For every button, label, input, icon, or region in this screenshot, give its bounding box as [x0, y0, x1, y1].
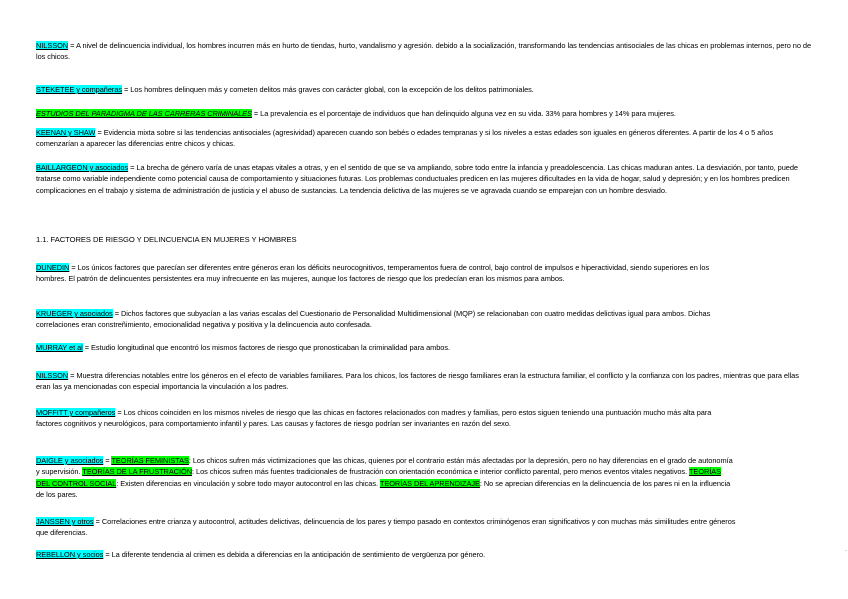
paragraph-text: = Evidencia mixta sobre si las tendencias antisociales (agresividad) aparecen cuando son bebés o edades tempranas y si los niveles a estas edades son iguales en géneros diferentes. A partir de los 4 o 5 años comenzarían a aparecer las diferencias entre chicos y chicas. [36, 128, 774, 149]
theory-label: TEORÍAS FEMINISTAS [111, 456, 189, 465]
paragraph-daigle [36, 455, 736, 501]
author-label: MURRAY et al [36, 343, 83, 352]
paragraph-text: = La diferente tendencia al crimen es debida a diferencias en la anticipación de sentimiento de vergüenza por género. [103, 550, 486, 559]
paragraph-text: = Muestra diferencias notables entre los géneros en el efecto de variables familiares. Para los chicos, los factores de riesgo familiares eran la estructura familiar, el conflicto y la confianza con los padres, mientras que para ellas eran las ya mencionadas con especial importancia la vinculación a los padres. [36, 371, 799, 392]
page-edge-mark: ` [845, 551, 847, 557]
paragraph-keenan-shaw [36, 127, 814, 150]
paragraph-carreras-criminales [36, 108, 814, 119]
paragraph-murray [36, 342, 814, 353]
paragraph-baillargeon [36, 162, 814, 196]
paragraph-rebellon [36, 549, 814, 560]
paragraph-janssen [36, 516, 736, 539]
paragraph-text: : Los chicos sufren más victimizaciones que las chicas, quienes por el contrario están más afectadas por la depresión, pero no hay diferencias en el grado de autonomía y supervisión. [36, 456, 733, 477]
paragraph-text: = La brecha de género varía de unas etapas vitales a otras, y en el sentido de que se va ampliando, sobre todo entre la infancia y preadolescencia. Las chicas maduran antes. La desviación, por tanto, puede tratarse como variable independiente como potencial causa de comportamiento y situaciones futuras. Los problemas conductuales predicen en las mujeres dificultades en la vida de hogar, salud y depresión; y en los hombres predicen complicaciones en el trabajo y sistema de administración de justicia y el abuso de sustancias. La tendencia delictiva de las mujeres se ve agravada cuando se emparejan con un hombre desviado. [36, 163, 798, 195]
author-label: BAILLARGEON y asociados [36, 163, 129, 172]
theory-label: TEORÍAS DEL APRENDIZAJE [379, 478, 480, 488]
theory-label: TEORÍAS DE LA FRUSTRACIÓN [82, 467, 192, 477]
author-label: KEENAN y SHAW [36, 128, 96, 137]
author-label: DAIGLE y asociados [36, 456, 104, 465]
paragraph-text: : Existen diferencias en vinculación y sobre todo mayor autocontrol en las chicas. [116, 478, 380, 488]
author-label: DUNEDIN [36, 263, 70, 272]
paragraph-krueger [36, 308, 716, 331]
paragraph-dunedin [36, 262, 716, 285]
paragraph-text: : No se aprecian diferencias en la delincuencia de los pares ni en la influencia de los pares. [36, 478, 731, 500]
paragraph-text: = Dichos factores que subyacían a las varias escalas del Cuestionario de Personalidad Multidimensional (MQP) se relacionaban con cuatro medidas delictivas igual para ambos. Dichas correlaciones eran constreñimiento, emocionalidad negativa y positiva y la delincuencia auto confesada. [36, 309, 711, 330]
paragraph-text: = Los chicos coinciden en los mismos niveles de riesgo que las chicas en factores relacionados con madres y familias, pero estos siguen teniendo una puntuación mucho más alta para factores cognitivos y neurológicos, para comportamiento infantil y pares. Las causas y factores de riesgo podrían ser invariantes en razón del sexo. [36, 408, 712, 429]
paragraph-text: = Los hombres delinquen más y cometen delitos más graves con carácter global, con la excepción de los delitos patrimoniales. [122, 85, 534, 94]
section-heading: 1.1. FACTORES DE RIESGO Y DELINCUENCIA EN MUJERES Y HOMBRES [36, 235, 297, 244]
author-label: KRUEGER y asociados [36, 309, 113, 318]
theory-label: TEORÍAS DEL CONTROL SOCIAL [36, 467, 722, 488]
paragraph-text: = La prevalencia es el porcentaje de individuos que han delinquido alguna vez en su vida. 33% para hombres y 14% para mujeres. [251, 109, 676, 118]
author-label: NILSSON [36, 41, 69, 50]
author-label: NILSSON [36, 371, 69, 380]
paragraph-text: = Los únicos factores que parecían ser diferentes entre géneros eran los déficits neurocognitivos, temperamentos fuera de control, bajo control de impulsos e hiperactividad, siendo superiores en los hombres. El patrón de delincuentes persistentes era muy infrecuente en las mujeres, aunque los factores de riesgo que los predecían eran los mismos para ambos. [36, 263, 710, 284]
separator-text: = [103, 456, 112, 465]
author-label: JANSSEN y otros [36, 517, 94, 526]
paragraph-nilsson-1 [36, 40, 814, 63]
study-label: ESTUDIOS DEL PARADIGMA DE LAS CARRERAS CRIMINALES [36, 109, 252, 118]
author-label: MOFFITT y compañeros [36, 408, 116, 417]
paragraph-moffitt [36, 407, 716, 430]
paragraph-nilsson-2 [36, 370, 814, 393]
paragraph-text: = Estudio longitudinal que encontró los mismos factores de riesgo que pronosticaban la criminalidad para ambos. [82, 343, 451, 352]
author-label: REBELLON y socios [36, 550, 104, 559]
paragraph-text: = Correlaciones entre crianza y autocontrol, actitudes delictivas, delincuencia de los pares y tiempo pasado en contextos criminógenos eran significativos y con muchas más similitudes entre géneros que diferencias. [36, 517, 736, 538]
paragraph-text: = A nivel de delincuencia individual, los hombres incurren más en hurto de tiendas, hurto, vandalismo y agresión. debido a la socialización, transformando las tendencias antisociales de las chicas en problemas internos, pero no de los chicos. [36, 41, 812, 62]
paragraph-text: : Los chicos sufren más fuentes tradicionales de frustración con orientación económica e interior conflicto parental, pero menos eventos vitales negativos. [192, 467, 689, 477]
author-label: STEKETEE y compañeras [36, 85, 123, 94]
paragraph-steketee [36, 84, 814, 95]
